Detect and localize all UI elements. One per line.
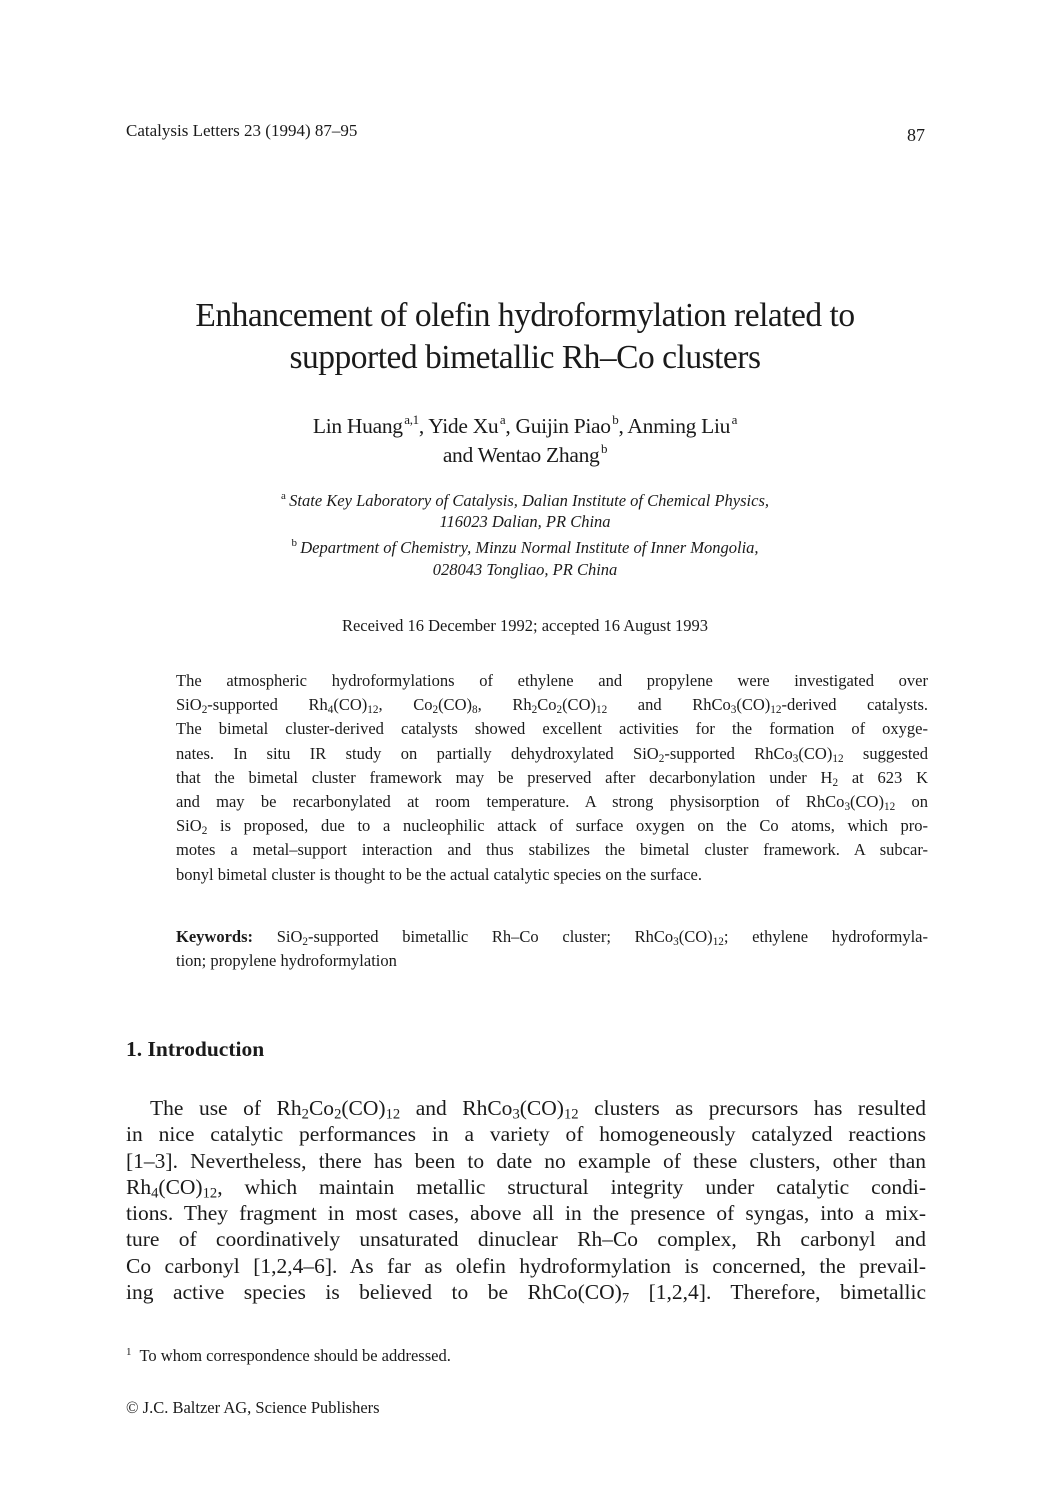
body-line: ing active species is believed to be $RhCo(CO)_7$ [1,2,4]. Therefore, bimetallic [126,1280,927,1307]
affiliation-b-address: 028043 Tongliao, PR China [432,560,618,579]
author-mark: a,1 [404,412,419,427]
author-name: , Anming Liu [618,414,731,438]
keywords-line: Keywords: SiO$_2$-supported bimetallic Rh–Co cluster; $RhCo_3(CO)_{12}$; ethylene hydroformyla- [176,927,928,948]
keywords-label: Keywords: [176,927,253,946]
author-mark: b [612,412,619,427]
body-line: $Rh_4(CO)_{12}$, which maintain metallic structural integrity under catalytic condi- [126,1174,926,1202]
body-line: in nice catalytic performances in a variety of homogeneously catalyzed reactions [126,1122,926,1147]
abstract-line: The atmospheric hydroformylations of ethylene and propylene were investigated over [176,671,928,690]
abstract-line: SiO$_2$ is proposed, due to a nucleophilic attack of surface oxygen on the Co atoms, which pro- [176,816,928,837]
abstract-line: The bimetal cluster-derived catalysts showed excellent activities for the formation of oxyge- [176,719,928,739]
author-name: , Guijin Piao [505,414,611,438]
body-text [126,1095,926,1305]
body-line: Co carbonyl [1,2,4–6]. As far as olefin hydroformylation is concerned, the prevail- [126,1253,926,1278]
affiliation-text: State Key Laboratory of Catalysis, Dalian Institute of Chemical Physics, [289,491,770,510]
abstract-line: and may be recarbonylated at room temperature. A strong physisorption of $RhCo_3(CO)_{12}$ on [176,791,929,813]
paper-title-line-2: supported bimetallic Rh–Co clusters [289,339,761,376]
received-dates: Received 16 December 1992; accepted 16 August 1993 [341,616,709,635]
affiliation-a-address: 116023 Dalian, PR China [439,512,611,531]
footnote-text: To whom correspondence should be addressed. [139,1346,451,1365]
body-line: ture of coordinatively unsaturated dinuclear Rh–Co complex, Rh carbonyl and [126,1227,926,1252]
footnote [126,1346,451,1366]
abstract-line: SiO$_2$-supported $Rh_4(CO)_{12}$, $Co_2(CO)_8$, $Rh_2Co_2(CO)_{12}$ and $RhCo_3(CO)_{12}$-derived catalysts. [176,695,928,716]
paper-title-line-1: Enhancement of olefin hydroformylation related to [195,297,855,334]
page-number: 87 [907,125,925,145]
body-line: [1–3]. Nevertheless, there has been to date no example of these clusters, other than [126,1148,926,1173]
affiliation-mark: a [280,490,286,502]
copyright: © J.C. Baltzer AG, Science Publishers [126,1398,380,1417]
footnote-mark: 1 [126,1346,132,1358]
author-list [0,412,1050,440]
abstract [176,669,928,887]
abstract-line: bonyl bimetal cluster is thought to be the actual catalytic species on the surface. [176,864,702,884]
affiliation-mark: b [291,537,297,549]
keywords [176,925,928,972]
journal-citation: Catalysis Letters 23 (1994) 87–95 [126,121,358,140]
abstract-line: that the bimetal cluster framework may be preserved after decarbonylation under $H_2$ at 623 K [176,767,928,789]
author-name: and Wentao Zhang [442,443,600,467]
author-mark: a [499,412,506,427]
author-name: , Yide Xu [418,414,499,438]
body-line: tions. They fragment in most cases, above all in the presence of syngas, into a mix- [126,1201,926,1226]
abstract-line: motes a metal–support interaction and thus stabilizes the bimetal cluster framework. A subcar- [176,840,928,860]
author-name: Lin Huang [312,414,403,438]
affiliation-b [0,537,1050,558]
author-list-line-2 [0,441,1050,469]
affiliation-a [0,490,1050,511]
body-line: The use of $Rh_2Co_2(CO)_{12}$ and $RhCo_3(CO)_{12}$ clusters as precursors has resulted [150,1096,926,1123]
affiliation-text: Department of Chemistry, Minzu Normal Institute of Inner Mongolia, [300,538,759,557]
abstract-line: nates. In situ IR study on partially dehydroxylated SiO$_2$-supported $RhCo_3(CO)_{12}$ suggested [176,743,929,765]
section-heading: 1. Introduction [126,1037,265,1061]
author-mark: a [731,412,738,427]
author-mark: b [600,441,608,456]
keywords-line: tion; propylene hydroformylation [176,950,397,970]
